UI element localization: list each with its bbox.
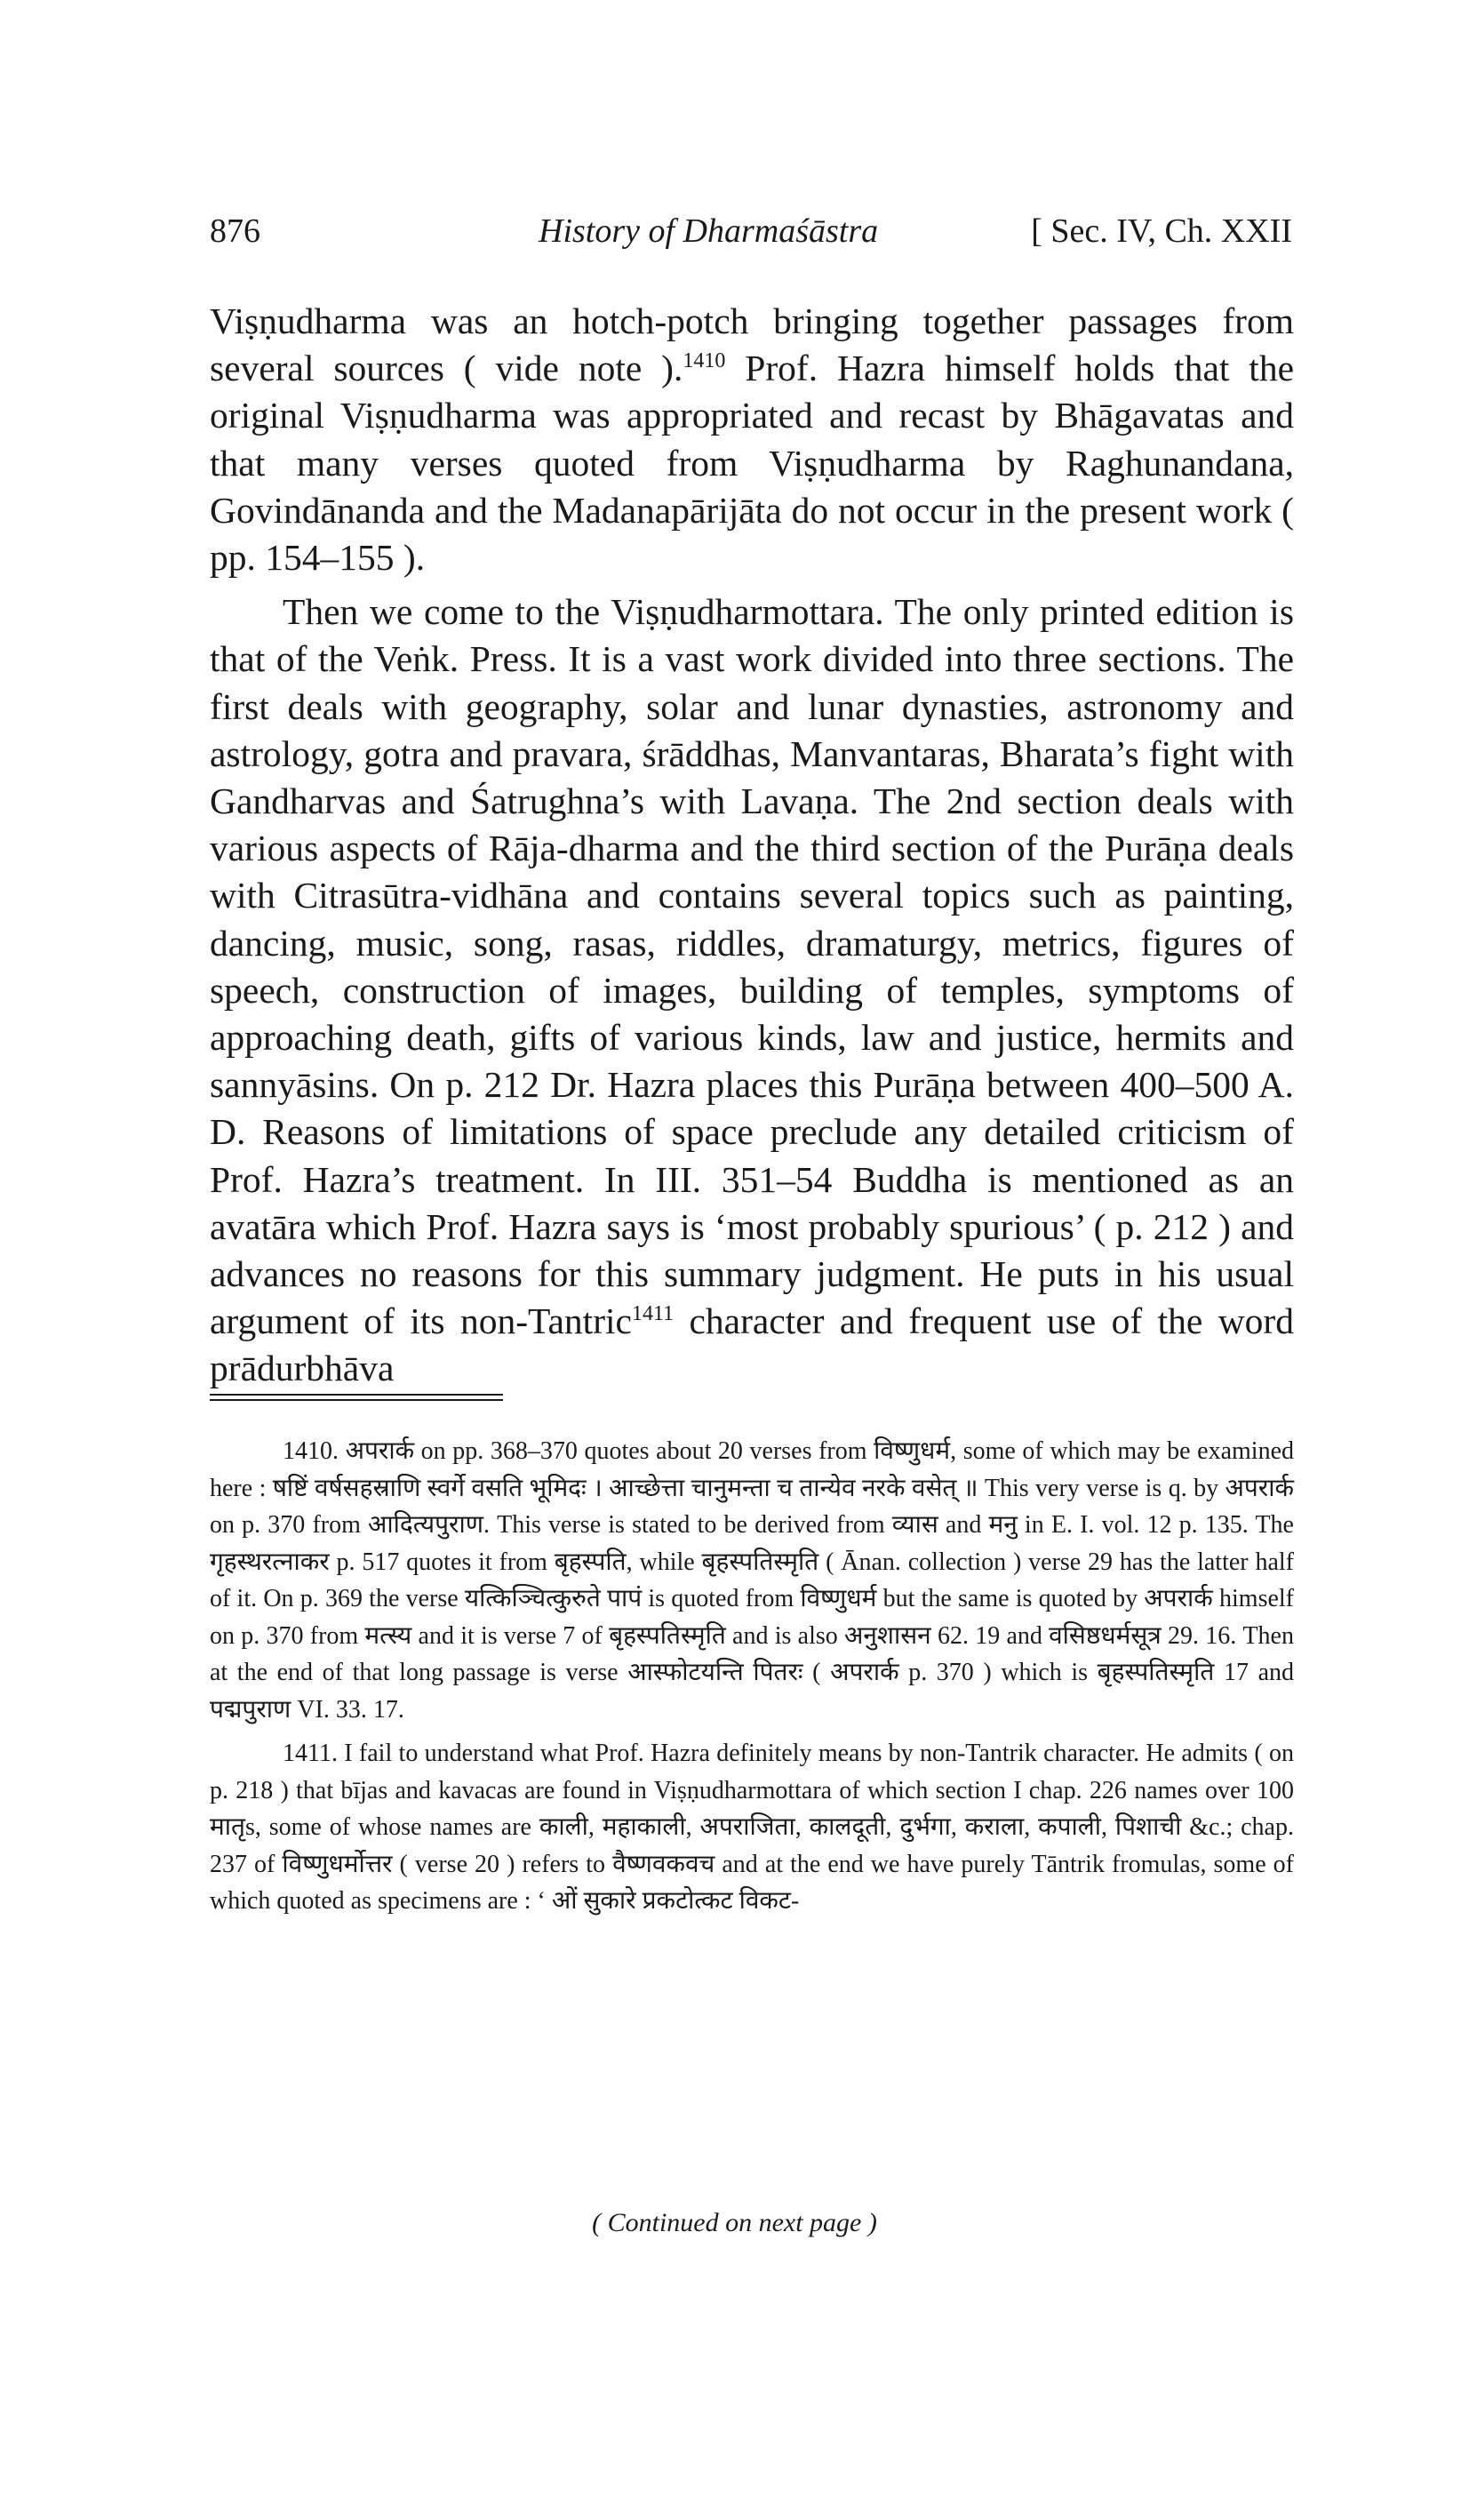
paragraph-1-text-b: Prof. Hazra himself holds that the original Viṣṇudharma was appropriated and recast by Bhāgavatas and that many verses quoted from Viṣṇudharma by Raghunandana, Govindānanda and the Madanapārijāta do not occur in the present work ( pp. 154–155 ). <box>210 348 1294 579</box>
main-text <box>210 298 1294 1393</box>
paragraph-1 <box>210 298 1294 581</box>
paragraph-2-text-a: Then we come to the Viṣṇudharmottara. The only printed edition is that of the Veṅk. Press. It is a vast work divided into three sections. The first deals with geography, solar and lunar dynasties, astronomy and astrology, gotra and pravara, śrāddhas, Manvantaras, Bharata’s fight with Gandharvas and Śatrughna’s with Lavaṇa. The 2nd section deals with various aspects of Rāja-dharma and the third section of the Purāṇa deals with Citrasūtra-vidhāna and contains several topics such as painting, dancing, music, song, rasas, riddles, dramaturgy, metrics, figures of speech, construction of images, building of temples, symptoms of approaching death, gifts of various kinds, law and justice, hermits and sannyāsins. On p. 212 Dr. Hazra places this Purāṇa between 400–500 A. D. Reasons of limitations of space preclude any detailed criticism of Prof. Hazra’s treatment. In III. 351–54 Buddha is mentioned as an avatāra which Prof. Hazra says is ‘most probably spurious’ ( p. 212 ) and advances no reasons for this summary judgment. He puts in his usual argument of its non-Tantric <box>210 591 1294 1342</box>
footnote-separator <box>210 1394 503 1401</box>
paragraph-2-text-b: character and frequent use of the word prādurbhāva <box>210 1300 1294 1389</box>
footnote-ref-1410: 1410 <box>683 349 726 373</box>
paragraph-1-text-a: Viṣṇudharma was an hotch-potch bringing together passages from several sources ( vide note ). <box>210 300 1294 389</box>
footnote-1411: 1411. I fail to understand what Prof. Hazra definitely means by non-Tantrik character. He admits ( on p. 218 ) that bījas and kavacas are found in Viṣṇudharmottara of which section I chap. 226 names over 100 मातृs, some of whose names are काली, महाकाली, अपराजिता, कालदूती, दुर्भगा, कराला, कपाली, पिशाची &c.; chap. 237 of विष्णुधर्मोत्तर ( verse 20 ) refers to वैष्णवकवच and at the end we have purely Tāntrik fromulas, some of which quoted as specimens are : ‘ ओं सुकारे प्रकटोत्कट विकट- <box>210 1740 1294 1915</box>
running-title: History of Dharmaśāstra <box>539 212 879 250</box>
page-header <box>210 212 1292 265</box>
page-number: 876 <box>210 212 260 250</box>
section-reference: [ Sec. IV, Ch. XXII <box>1031 212 1292 250</box>
footnote-ref-1411: 1411 <box>631 1302 675 1326</box>
paragraph-2 <box>210 588 1294 1392</box>
continued-note: ( Continued on next page ) <box>592 2208 877 2237</box>
footnotes <box>210 1433 1294 1927</box>
footnote-1410: 1410. अपरार्क on pp. 368–370 quotes about 20 verses from विष्णुधर्म, some of which may be examined here : षष्टिं वर्षसहस्राणि स्वर्गे वसति भूमिदः । आच्छेत्ता चानुमन्ता च तान्येव नरके वसेत् ॥ This very verse is q. by अपरार्क on p. 370 from आदित्यपुराण. This verse is stated to be derived from व्यास and मनु in E. I. vol. 12 p. 135. The गृहस्थरत्नाकर p. 517 quotes it from बृहस्पति, while बृहस्पतिस्मृति ( Ānan. collection ) verse 29 has the latter half of it. On p. 369 the verse यत्किञ्चित्कुरुते पापं is quoted from विष्णुधर्म but the same is quoted by अपरार्क himself on p. 370 from मत्स्य and it is verse 7 of बृहस्पतिस्मृति and is also अनुशासन 62. 19 and वसिष्ठधर्मसूत्र 29. 16. Then at the end of that long passage is verse आस्फोटयन्ति पितरः ( अपरार्क p. 370 ) which is बृहस्पतिस्मृति 17 and पद्मपुराण VI. 33. 17. <box>210 1437 1294 1724</box>
